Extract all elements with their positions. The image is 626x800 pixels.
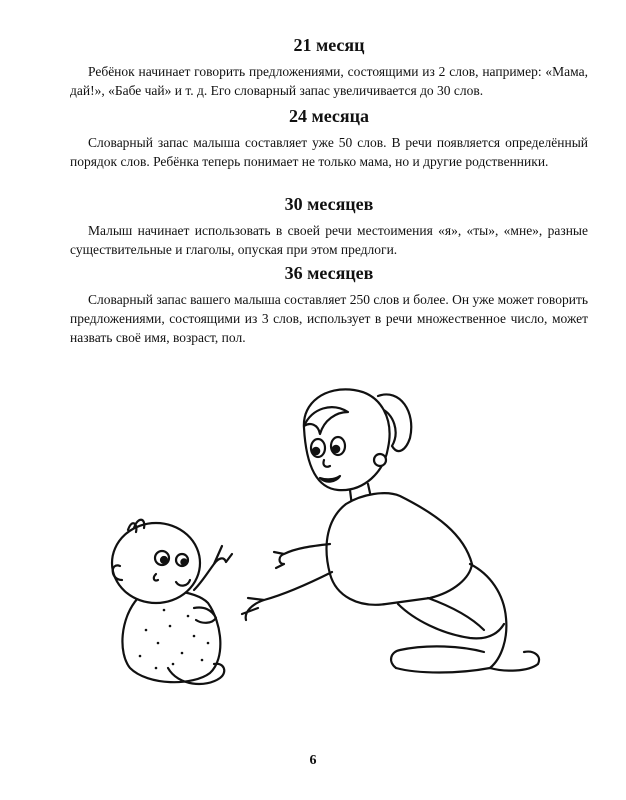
mother-and-baby-illustration [98,368,548,708]
section-36-months [70,262,588,347]
section-heading: 24 месяца [288,106,370,126]
mother-figure [242,389,539,672]
section-21-months [70,34,588,100]
section-30-months [70,193,588,259]
section-paragraph: Малыш начинает использовать в своей речи местоимения «я», «ты», «мне», разные существительные и глаголы, опуская при этом предлоги. [70,223,588,257]
section-heading: 36 месяцев [284,263,374,283]
section-heading: 21 месяц [293,35,365,55]
section-heading: 30 месяцев [284,194,374,214]
baby-figure [112,520,232,684]
section-paragraph: Словарный запас малыша составляет уже 50 слов. В речи появляется определённый порядок слов. Ребёнка теперь понимает не только мама, но и другие родственники. [70,135,588,169]
section-24-months [70,105,588,171]
page-number: 6 [309,753,317,768]
section-paragraph: Ребёнок начинает говорить предложениями, состоящими из 2 слов, например: «Мама, дай!», «Бабе чай» и т. д. Его словарный запас увеличивается до 30 слов. [70,64,588,98]
section-paragraph: Словарный запас вашего малыша составляет 250 слов и более. Он уже может говорить предложениями, состоящими из 3 слов, использует в речи множественное число, может назвать своё имя, возраст, пол. [70,292,588,345]
